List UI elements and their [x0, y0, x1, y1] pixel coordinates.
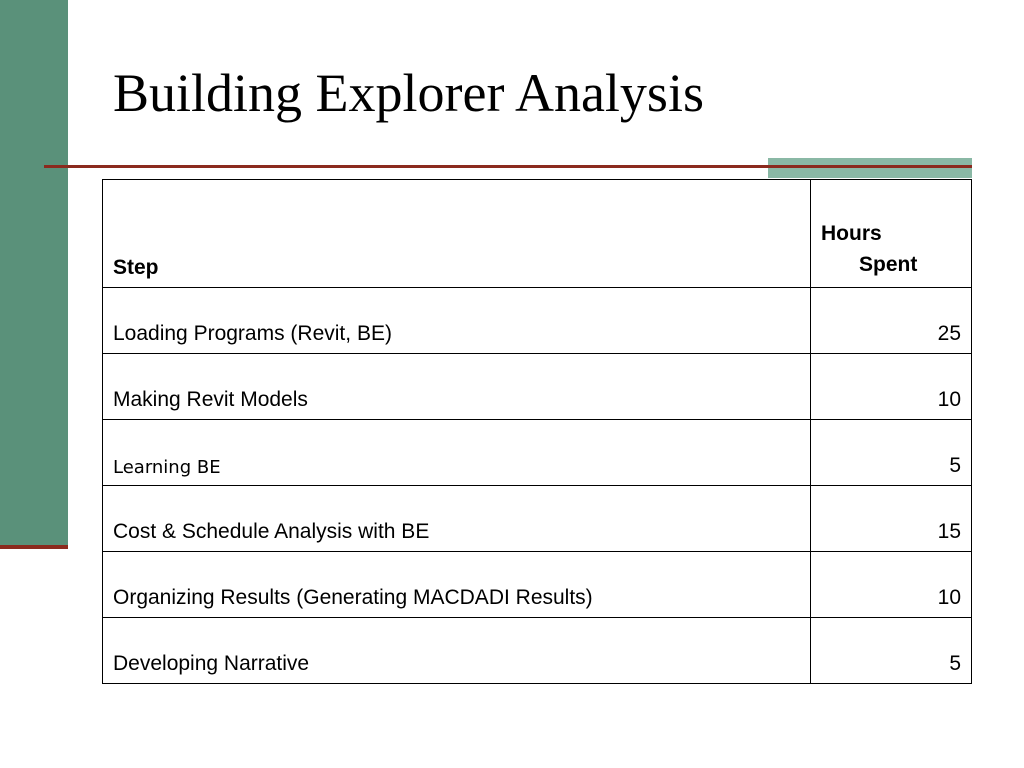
step-cell: Learning BE: [103, 420, 811, 486]
header-step: Step: [103, 180, 811, 288]
table-row: [103, 420, 972, 486]
hours-cell: 5: [811, 420, 972, 486]
hours-cell: 10: [811, 354, 972, 420]
step-cell: Developing Narrative: [103, 618, 811, 684]
header-hours-spent: [811, 180, 972, 288]
step-cell: Loading Programs (Revit, BE): [103, 288, 811, 354]
hours-cell: 5: [811, 618, 972, 684]
header-hours-line2: Spent: [859, 252, 918, 276]
step-cell: Making Revit Models: [103, 354, 811, 420]
table-header-row: [103, 180, 972, 288]
sidebar-accent-line: [0, 545, 68, 549]
hours-cell: 10: [811, 552, 972, 618]
hours-table: [102, 179, 972, 684]
step-cell: Organizing Results (Generating MACDADI Results): [103, 552, 811, 618]
slide-title: Building Explorer Analysis: [113, 63, 704, 123]
step-cell: Cost & Schedule Analysis with BE: [103, 486, 811, 552]
hours-cell: 15: [811, 486, 972, 552]
table-row: [103, 354, 972, 420]
table-row: [103, 486, 972, 552]
table-row: [103, 552, 972, 618]
header-hours-line1: Hours: [821, 222, 882, 246]
title-rule-line: [44, 165, 972, 168]
table-row: [103, 288, 972, 354]
sidebar-decoration: [0, 0, 68, 545]
accent-block: [768, 158, 972, 178]
hours-cell: 25: [811, 288, 972, 354]
table-row: [103, 618, 972, 684]
